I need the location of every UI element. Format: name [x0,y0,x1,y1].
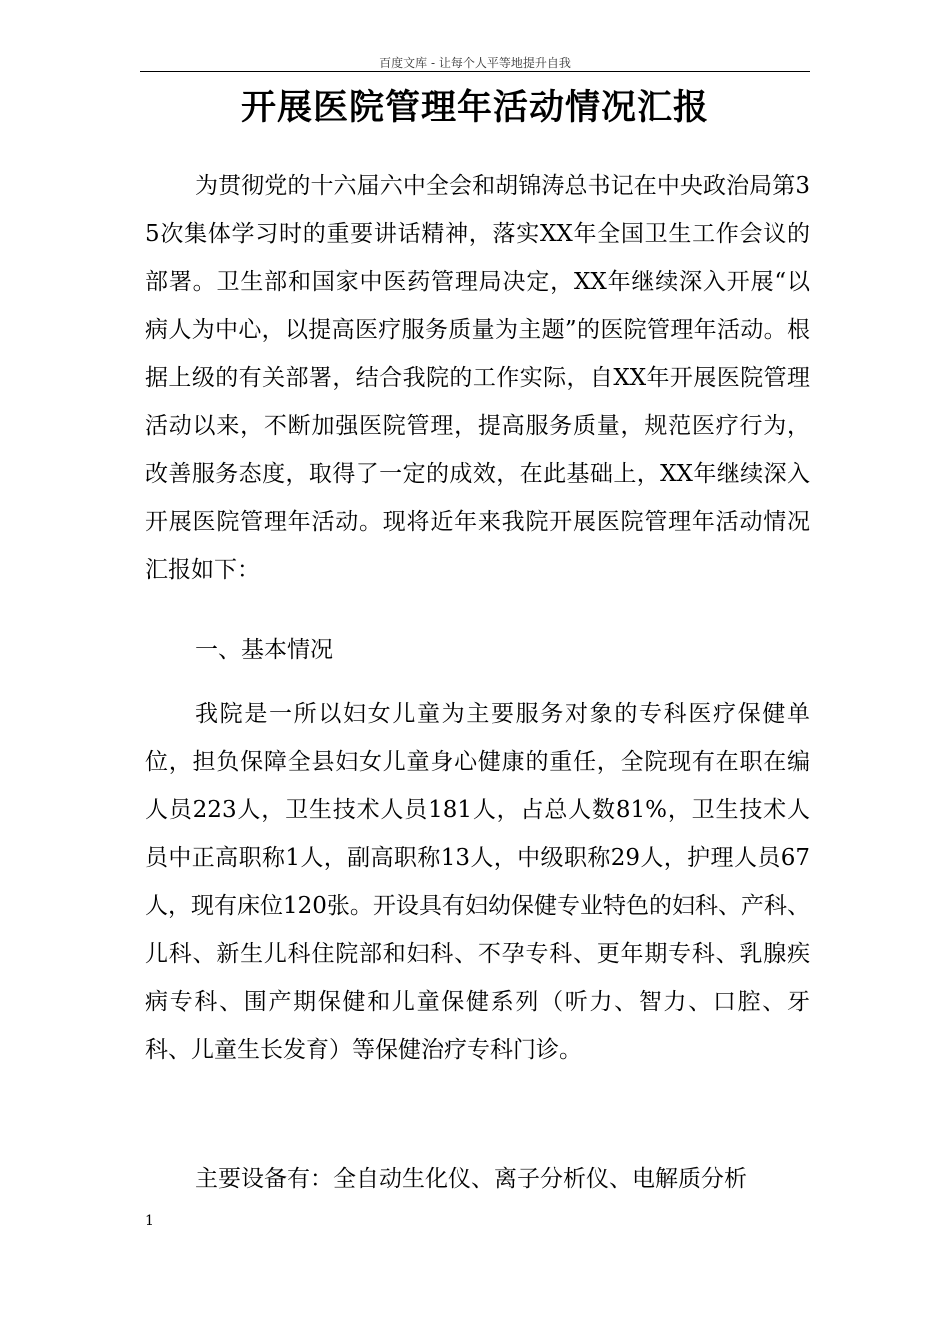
paragraph-main-equipment: 主要设备有：全自动生化仪、离子分析仪、电解质分析 [195,1166,747,1192]
page-number: 1 [145,1213,154,1229]
paragraph-hospital-overview: 我院是一所以妇女儿童为主要服务对象的专科医疗保健单位，担负保障全县妇女儿童身心健康的重任，全院现有在职在编人员223人，卫生技术人员181人，占总人数81%，卫生技术人员中正高职称1人，副高职称13人，中级职称29人，护理人员67人，现有床位120张。开设具有妇幼保健专业特色的妇科、产科、儿科、新生儿科住院部和妇科、不孕专科、更年期专科、乳腺疾病专科、围产期保健和儿童保健系列（听力、智力、口腔、牙科、儿童生长发育）等保健治疗专科门诊。 [145,701,810,1063]
section-heading-basic-situation: 一、基本情况 [195,637,333,663]
document-title: 开展医院管理年活动情况汇报 [240,87,709,128]
page-header: 百度文库 - 让每个人平等地提升自我 [379,56,571,70]
header-divider [140,71,810,72]
paragraph-intro: 为贯彻党的十六届六中全会和胡锦涛总书记在中央政治局第35次集体学习时的重要讲话精神，落实XX年全国卫生工作会议的部署。卫生部和国家中医药管理局决定，XX年继续深入开展“以病人为中心，以提高医疗服务质量为主题”的医院管理年活动。根据上级的有关部署，结合我院的工作实际，自XX年开展医院管理活动以来，不断加强医院管理，提高服务质量，规范医疗行为，改善服务态度，取得了一定的成效，在此基础上，XX年继续深入开展医院管理年活动。现将近年来我院开展医院管理年活动情况汇报如下： [145,173,810,583]
